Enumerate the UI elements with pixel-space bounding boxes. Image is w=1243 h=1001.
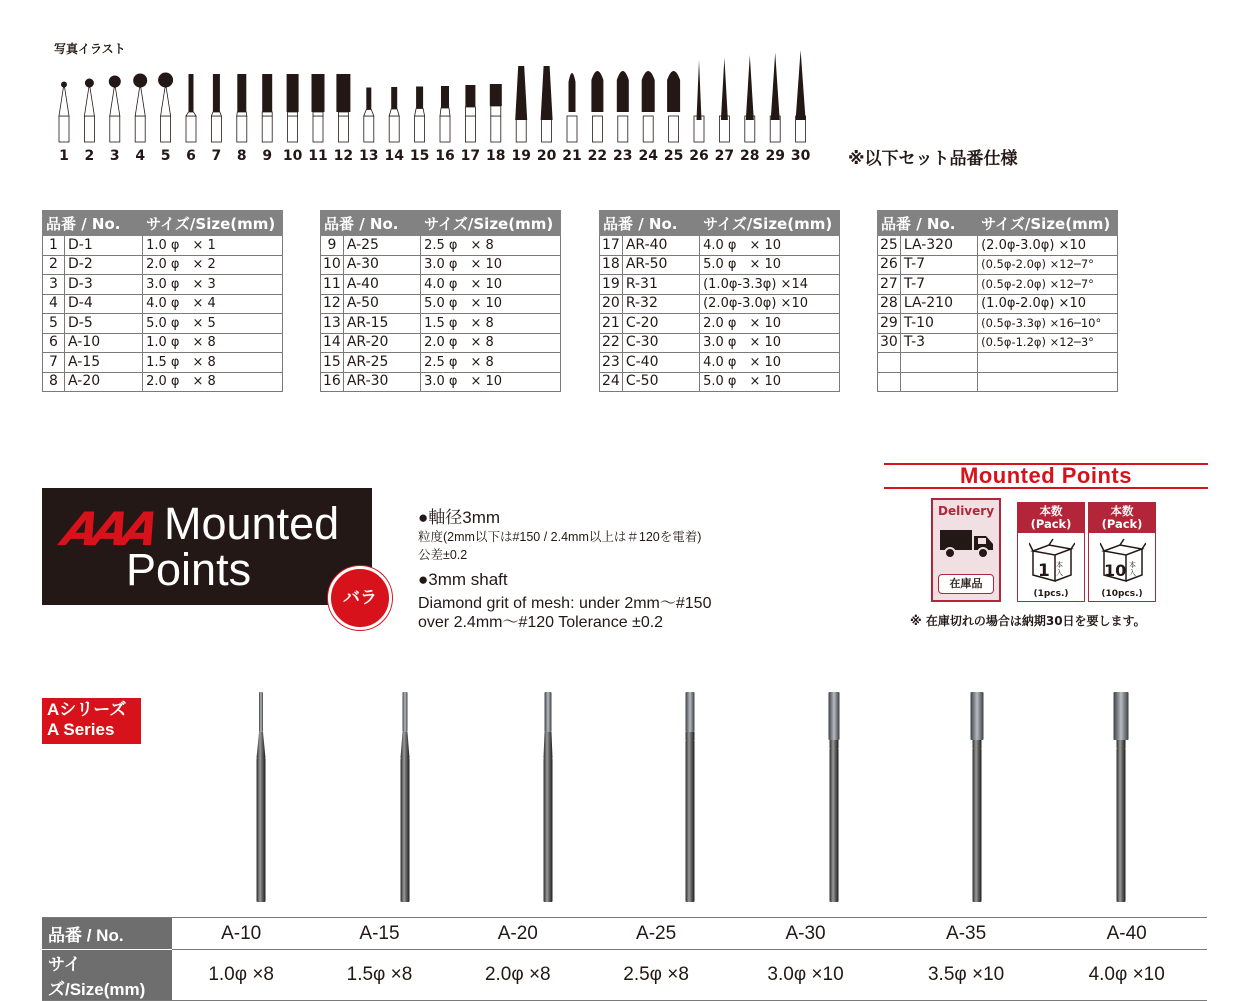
size-value: 2.5 φ × 8 (421, 236, 561, 256)
tool-shape-4 (133, 74, 147, 165)
row-index: 16 (321, 372, 344, 392)
header-size: サイズ/Size(mm) (700, 211, 840, 236)
part-number: R-31 (622, 275, 699, 295)
tool-shape-5 (158, 73, 173, 165)
size-value: 4.0 φ × 10 (700, 353, 840, 373)
table-row (878, 255, 1118, 275)
part-number: D-2 (65, 255, 143, 275)
table-row (878, 236, 1118, 256)
part-number: C-30 (622, 333, 699, 353)
part-number (900, 372, 977, 392)
table-row (321, 294, 561, 314)
item-size: 2.0φ ×8 (449, 950, 587, 1001)
row-index: 10 (321, 255, 344, 275)
tool-shape-24 (638, 71, 658, 164)
part-number: A-50 (343, 294, 420, 314)
size-value: 4.0 φ × 10 (421, 275, 561, 295)
table-row (878, 294, 1118, 314)
part-number: C-40 (622, 353, 699, 373)
table-row (43, 333, 283, 353)
size-value: 2.0 φ × 2 (143, 255, 283, 275)
item-number: A-10 (172, 918, 310, 950)
delivery-box (931, 498, 1001, 602)
row-index: 25 (878, 236, 901, 256)
header-no: 品番 / No. (43, 211, 143, 236)
row-index: 4 (43, 294, 65, 314)
pack-1-header-jp: 本数 (1039, 504, 1063, 518)
tool-shape-12 (334, 74, 353, 164)
size-value: 5.0 φ × 10 (700, 255, 840, 275)
item-number: A-35 (886, 918, 1047, 950)
box-icon (1029, 537, 1075, 583)
tool-shape-29 (765, 53, 784, 165)
part-number: D-3 (65, 275, 143, 295)
part-number: T-3 (900, 333, 977, 353)
size-value: (0.5φ-2.0φ) ×12─7° (978, 255, 1118, 275)
tool-number: 9 (262, 148, 273, 164)
tool-shape-19 (511, 66, 530, 164)
part-number: T-7 (900, 255, 977, 275)
size-value: (2.0φ-3.0φ) ×10 (700, 294, 840, 314)
tool-shape-30 (791, 50, 811, 164)
size-value: 3.0 φ × 10 (700, 333, 840, 353)
part-number: A-30 (343, 255, 420, 275)
brand-title-line2: Points (126, 544, 252, 595)
tool-shape-9 (262, 74, 272, 164)
table-row (600, 255, 840, 275)
part-number: R-32 (622, 294, 699, 314)
row-index: 7 (43, 353, 65, 373)
row-index (878, 372, 901, 392)
spec-table-1 (42, 210, 283, 392)
part-number: A-10 (65, 333, 143, 353)
size-value: 3.0 φ × 3 (143, 275, 283, 295)
part-number: AR-15 (343, 314, 420, 334)
row-index: 14 (321, 333, 344, 353)
row-index: 5 (43, 314, 65, 334)
tool-number: 20 (536, 148, 557, 164)
tool-number: 11 (308, 148, 328, 164)
tool-number: 4 (135, 148, 146, 164)
header-size: サイズ/Size(mm) (143, 211, 283, 236)
part-number: D-1 (65, 236, 143, 256)
tool-number: 6 (186, 148, 196, 164)
size-value: 1.5 φ × 8 (143, 353, 283, 373)
row-index: 8 (43, 372, 65, 392)
table-row (600, 333, 840, 353)
table-row (43, 353, 283, 373)
table-row (878, 314, 1118, 334)
truck-icon (938, 526, 996, 560)
series-label-en: A Series (47, 720, 115, 739)
tool-shape-22 (588, 71, 607, 164)
pack-10-header (1089, 503, 1155, 533)
size-header: サイズ/Size(mm) (42, 950, 172, 1001)
part-number: LA-320 (900, 236, 977, 256)
row-index: 11 (321, 275, 344, 295)
spec-table-2 (320, 210, 561, 392)
size-value: (1.0φ-3.3φ) ×14 (700, 275, 840, 295)
size-value: 1.0 φ × 1 (143, 236, 283, 256)
row-index: 20 (600, 294, 623, 314)
tool-shape-17 (461, 85, 480, 164)
tool-number: 18 (486, 148, 506, 164)
table-row (878, 353, 1118, 373)
tool-number: 25 (663, 148, 684, 164)
item-size: 2.5φ ×8 (587, 950, 725, 1001)
part-number: AR-40 (622, 236, 699, 256)
row-index (878, 353, 901, 373)
size-value: (0.5φ-2.0φ) ×12─7° (978, 275, 1118, 295)
header-size: サイズ/Size(mm) (978, 211, 1118, 236)
tool-shape-15 (410, 87, 429, 165)
in-stock-label: 在庫品 (938, 574, 994, 594)
row-index: 6 (43, 333, 65, 353)
item-number: A-40 (1046, 918, 1207, 950)
size-value: 4.0 φ × 4 (143, 294, 283, 314)
tool-number: 19 (511, 148, 531, 164)
tool-number: 8 (236, 148, 247, 164)
tool-number: 27 (714, 148, 735, 164)
tool-number: 22 (587, 148, 608, 164)
table-row (878, 333, 1118, 353)
row-index: 12 (321, 294, 344, 314)
pack-10-unit: 本入 (1129, 561, 1136, 577)
size-value: 2.5 φ × 8 (421, 353, 561, 373)
tool-shape-23 (613, 71, 632, 164)
pack-10-count: 10 (1104, 561, 1127, 580)
part-number: A-15 (65, 353, 143, 373)
table-row (600, 353, 840, 373)
tool-shape-18 (486, 84, 505, 164)
tool-shape-25 (664, 71, 683, 164)
tool-shape-21 (562, 73, 581, 164)
delivery-label: Delivery (937, 504, 995, 518)
illustration-label: 写真イラスト (54, 42, 126, 56)
stock-note: ※ 在庫切れの場合は納期30日を要します。 (910, 614, 1146, 628)
table-row (600, 372, 840, 392)
pack-1-count: 1 (1038, 561, 1050, 581)
size-value: 1.0 φ × 8 (143, 333, 283, 353)
tool-shape-26 (689, 60, 708, 164)
part-number: D-5 (65, 314, 143, 334)
part-number: AR-50 (622, 255, 699, 275)
set-spec-note: ※以下セット品番仕様 (848, 149, 1018, 169)
bur-photo-4 (686, 692, 695, 902)
row-index: 3 (43, 275, 65, 295)
table-row (43, 275, 283, 295)
pack-10-header-en: (Pack) (1101, 517, 1143, 531)
size-value: (0.5φ-3.3φ) ×16─10° (978, 314, 1118, 334)
grit-en-line2: over 2.4mm～#120 Tolerance ±0.2 (418, 614, 664, 631)
pack-1-header (1018, 503, 1084, 533)
table-row (43, 294, 283, 314)
bur-photo-2 (401, 692, 410, 902)
tool-shape-8 (237, 74, 247, 164)
part-number: LA-210 (900, 294, 977, 314)
row-index: 22 (600, 333, 623, 353)
header-no: 品番 / No. (878, 211, 978, 236)
tool-number: 26 (689, 148, 709, 164)
size-value: 5.0 φ × 10 (421, 294, 561, 314)
table-row (321, 275, 561, 295)
grit-en-line1: Diamond grit of mesh: under 2mm～#150 (418, 595, 712, 612)
tool-number: 28 (740, 148, 760, 164)
table-row (600, 275, 840, 295)
pack-1-header-en: (Pack) (1030, 517, 1072, 531)
size-value: 5.0 φ × 5 (143, 314, 283, 334)
series-label-jp: Aシリーズ (47, 700, 127, 719)
tool-illustration (40, 40, 830, 165)
item-number: A-20 (449, 918, 587, 950)
item-number: A-25 (587, 918, 725, 950)
size-value: 2.0 φ × 10 (700, 314, 840, 334)
tool-number: 7 (211, 148, 222, 164)
item-size: 1.5φ ×8 (310, 950, 448, 1001)
row-index: 17 (600, 236, 623, 256)
item-number: A-30 (725, 918, 886, 950)
tool-shape-2 (84, 79, 94, 165)
item-size: 3.5φ ×10 (886, 950, 1047, 1001)
brand-title-line1: Mounted (164, 498, 340, 549)
row-index: 26 (878, 255, 901, 275)
tool-number: 2 (84, 148, 95, 164)
part-number: A-20 (65, 372, 143, 392)
size-value (978, 353, 1118, 373)
tool-shape-10 (283, 74, 303, 164)
item-size: 4.0φ ×10 (1046, 950, 1207, 1001)
tool-shape-13 (359, 88, 378, 165)
a-series-table (42, 917, 1207, 1001)
header-size: サイズ/Size(mm) (421, 211, 561, 236)
table-row (321, 333, 561, 353)
table-row (43, 255, 283, 275)
part-number: T-10 (900, 314, 977, 334)
item-size: 1.0φ ×8 (172, 950, 310, 1001)
row-index: 1 (43, 236, 65, 256)
tool-shape-1 (59, 82, 69, 165)
table-row (321, 314, 561, 334)
tool-number: 12 (333, 148, 354, 164)
table-row (321, 353, 561, 373)
part-number: AR-25 (343, 353, 420, 373)
bulk-badge: バラ (328, 566, 392, 630)
row-index: 18 (600, 255, 623, 275)
header-no: 品番 / No. (600, 211, 700, 236)
tool-shape-16 (435, 86, 454, 164)
table-row (321, 236, 561, 256)
tool-number: 14 (384, 148, 404, 164)
tool-number: 15 (409, 148, 430, 164)
spec-table-3 (599, 210, 840, 392)
item-number: A-15 (310, 918, 448, 950)
size-value: 2.0 φ × 8 (421, 333, 561, 353)
pack-1-footer: (1pcs.) (1033, 589, 1069, 599)
pack-10 (1088, 502, 1156, 602)
row-index: 15 (321, 353, 344, 373)
size-value: (1.0φ-2.0φ) ×10 (978, 294, 1118, 314)
part-number: C-50 (622, 372, 699, 392)
table-row (878, 372, 1118, 392)
tool-number: 23 (613, 148, 633, 164)
table-row (600, 314, 840, 334)
tool-shape-7 (211, 74, 221, 164)
size-value: (2.0φ-3.0φ) ×10 (978, 236, 1118, 256)
mounted-points-heading: Mounted Points (884, 463, 1208, 489)
part-number: C-20 (622, 314, 699, 334)
pack-1-unit: 本入 (1056, 561, 1063, 577)
size-value: 3.0 φ × 10 (421, 372, 561, 392)
size-value: 5.0 φ × 10 (700, 372, 840, 392)
tool-number: 5 (160, 148, 171, 164)
tool-shape-14 (384, 87, 404, 164)
row-index: 27 (878, 275, 901, 295)
brand-banner (42, 488, 372, 605)
header-no: 品番 / No. (321, 211, 421, 236)
part-number: AR-20 (343, 333, 420, 353)
row-index: 13 (321, 314, 344, 334)
tool-number: 3 (109, 148, 120, 164)
size-value: 2.0 φ × 8 (143, 372, 283, 392)
bur-photo-1 (257, 692, 266, 902)
table-row (43, 314, 283, 334)
spec-table-4 (877, 210, 1118, 392)
row-index: 21 (600, 314, 623, 334)
table-row (600, 294, 840, 314)
tool-number: 1 (59, 148, 69, 164)
item-size: 3.0φ ×10 (725, 950, 886, 1001)
tool-number: 21 (562, 148, 582, 164)
row-index: 9 (321, 236, 344, 256)
size-value: (0.5φ-1.2φ) ×12─3° (978, 333, 1118, 353)
brand-logo-aaa: AAA (57, 502, 160, 556)
tool-number: 13 (359, 148, 379, 164)
tolerance-jp: 公差±0.2 (418, 548, 468, 562)
tool-number: 30 (790, 148, 811, 164)
size-value (978, 372, 1118, 392)
table-row (321, 372, 561, 392)
tool-shape-6 (186, 74, 196, 164)
part-number: A-25 (343, 236, 420, 256)
bur-photo-5 (829, 692, 840, 902)
part-number: AR-30 (343, 372, 420, 392)
row-index: 19 (600, 275, 623, 295)
tool-number: 10 (282, 148, 303, 164)
table-row (878, 275, 1118, 295)
bur-photo-6 (971, 692, 984, 902)
part-number: A-40 (343, 275, 420, 295)
pack-10-footer: (10pcs.) (1101, 589, 1143, 599)
bur-photo-7 (1114, 692, 1129, 902)
a-series-photos (0, 680, 1243, 910)
pack-1 (1017, 502, 1085, 602)
tool-shape-28 (740, 55, 759, 164)
row-index: 29 (878, 314, 901, 334)
no-header: 品番 / No. (42, 918, 172, 950)
row-index: 2 (43, 255, 65, 275)
table-row (600, 236, 840, 256)
tool-number: 24 (638, 148, 658, 164)
row-index: 23 (600, 353, 623, 373)
shaft-en: ●3mm shaft (418, 570, 508, 589)
tool-shape-11 (308, 74, 327, 164)
table-row (43, 372, 283, 392)
tool-shape-27 (715, 58, 734, 165)
size-value: 1.5 φ × 8 (421, 314, 561, 334)
table-row (43, 236, 283, 256)
shaft-jp: ●軸径3mm (418, 508, 501, 527)
size-value: 4.0 φ × 10 (700, 236, 840, 256)
tool-number: 17 (460, 148, 481, 164)
row-index: 30 (878, 333, 901, 353)
grit-jp: 粒度(2mm以下は#150 / 2.4mm以上は＃120を電着) (418, 530, 702, 544)
table-row (321, 255, 561, 275)
part-number: T-7 (900, 275, 977, 295)
part-number (900, 353, 977, 373)
tool-number: 29 (765, 148, 785, 164)
tool-number: 16 (435, 148, 455, 164)
pack-10-header-jp: 本数 (1110, 504, 1134, 518)
size-value: 3.0 φ × 10 (421, 255, 561, 275)
tool-shape-20 (537, 66, 557, 164)
row-index: 28 (878, 294, 901, 314)
bur-photo-3 (544, 692, 553, 902)
part-number: D-4 (65, 294, 143, 314)
tool-shape-3 (109, 76, 121, 165)
row-index: 24 (600, 372, 623, 392)
